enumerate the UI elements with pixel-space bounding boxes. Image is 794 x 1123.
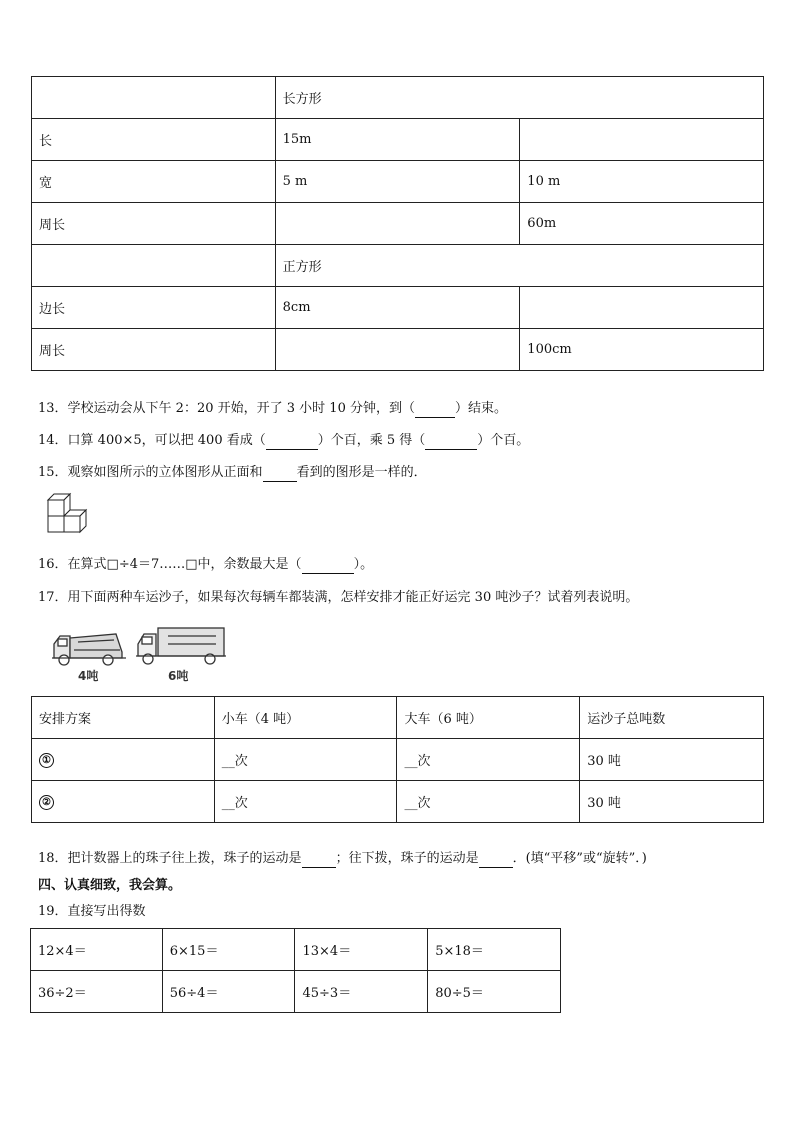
table-row	[32, 77, 764, 119]
column-header: 安排方案	[32, 697, 215, 739]
math-cell[interactable]: 5×18＝	[428, 929, 561, 971]
table-row	[32, 329, 764, 371]
question-number: 14．	[38, 433, 68, 448]
math-cell[interactable]: 36÷2＝	[31, 971, 163, 1013]
question-16	[38, 556, 373, 574]
table-cell[interactable]: __次	[397, 781, 580, 823]
math-cell[interactable]: 13×4＝	[295, 929, 428, 971]
big-truck-label: 6吨	[168, 669, 189, 683]
question-text: ）。	[353, 557, 374, 572]
table-cell	[520, 119, 764, 161]
math-cell[interactable]: 80÷5＝	[428, 971, 561, 1013]
table-cell	[520, 287, 764, 329]
table-cell: 5 m	[275, 161, 520, 203]
question-15	[38, 464, 427, 482]
question-17	[38, 589, 638, 607]
question-number: 17．	[38, 590, 68, 605]
transport-plan-table	[31, 696, 764, 823]
question-text: 用下面两种车运沙子，如果每次每辆车都装满，怎样安排才能正好运完 30 吨沙子？试着列表说明。	[67, 590, 639, 605]
table-cell: 100cm	[520, 329, 764, 371]
small-truck-icon	[52, 634, 126, 665]
row-label: 宽	[32, 161, 276, 203]
table-cell	[32, 77, 276, 119]
answer-blank[interactable]	[425, 449, 477, 450]
row-label: 周长	[32, 329, 276, 371]
question-18	[38, 850, 647, 868]
table-cell[interactable]: __次	[214, 781, 397, 823]
table-cell	[275, 329, 520, 371]
question-number: 19．	[38, 904, 68, 919]
question-13	[38, 400, 507, 418]
table-row	[32, 161, 764, 203]
answer-blank[interactable]	[415, 417, 455, 418]
row-label: 边长	[32, 287, 276, 329]
square-header: 正方形	[275, 245, 763, 287]
shape-table	[31, 76, 764, 371]
table-row	[32, 245, 764, 287]
math-cell[interactable]: 56÷4＝	[162, 971, 295, 1013]
question-text: ；往下拨，珠子的运动是	[335, 851, 479, 866]
table-row	[32, 203, 764, 245]
question-number: 16．	[38, 557, 68, 572]
row-label: 周长	[32, 203, 276, 245]
row-label: 长	[32, 119, 276, 161]
table-row	[32, 119, 764, 161]
column-header: 大车（6 吨）	[397, 697, 580, 739]
question-text: ）个百，乘 5 得（	[317, 433, 426, 448]
plan-number: ①	[39, 753, 54, 768]
math-cell[interactable]: 6×15＝	[162, 929, 295, 971]
table-row	[31, 971, 561, 1013]
table-header-row	[32, 697, 764, 739]
answer-blank[interactable]	[263, 481, 297, 482]
question-text: ）个百。	[477, 433, 530, 448]
question-text: 直接写出得数	[67, 904, 146, 919]
answer-blank[interactable]	[302, 867, 336, 868]
table-row	[32, 287, 764, 329]
question-text: ）结束。	[454, 401, 507, 416]
column-header: 运沙子总吨数	[580, 697, 764, 739]
question-text: 学校运动会从下午 2：20 开始，开了 3 小时 10 分钟，到（	[67, 401, 415, 416]
answer-blank[interactable]	[266, 449, 318, 450]
plan-number: ②	[39, 795, 54, 810]
question-text: 在算式□÷4＝7……□中，余数最大是（	[67, 557, 302, 572]
mental-math-table	[30, 928, 561, 1013]
table-row	[32, 781, 764, 823]
question-text: 把计数器上的珠子往上拨，珠子的运动是	[67, 851, 302, 866]
question-19	[38, 903, 146, 921]
small-truck-label: 4吨	[78, 669, 99, 683]
cube-stack-figure	[42, 490, 98, 542]
table-cell: 30 吨	[580, 781, 764, 823]
table-cell: 60m	[520, 203, 764, 245]
table-cell[interactable]: __次	[397, 739, 580, 781]
table-row	[32, 739, 764, 781]
answer-blank[interactable]	[479, 867, 513, 868]
table-cell: 30 吨	[580, 739, 764, 781]
table-cell	[32, 739, 215, 781]
trucks-figure	[50, 622, 230, 686]
big-truck-icon	[136, 628, 226, 664]
question-number: 18．	[38, 851, 68, 866]
table-cell: 10 m	[520, 161, 764, 203]
table-cell: 15m	[275, 119, 520, 161]
answer-blank[interactable]	[302, 573, 354, 574]
question-number: 15．	[38, 465, 68, 480]
question-text: ．(填“平移”或“旋转”．)	[512, 851, 647, 866]
question-number: 13．	[38, 401, 68, 416]
question-14	[38, 432, 529, 450]
table-cell	[275, 203, 520, 245]
table-cell: 8cm	[275, 287, 520, 329]
question-text: 口算 400×5，可以把 400 看成（	[67, 433, 266, 448]
section-heading: 四、认真细致，我会算。	[38, 878, 182, 893]
column-header: 小车（4 吨）	[214, 697, 397, 739]
math-cell[interactable]: 12×4＝	[31, 929, 163, 971]
table-row	[31, 929, 561, 971]
table-cell[interactable]: __次	[214, 739, 397, 781]
table-cell	[32, 245, 276, 287]
question-text: 观察如图所示的立体图形从正面和	[67, 465, 263, 480]
math-cell[interactable]: 45÷3＝	[295, 971, 428, 1013]
table-cell	[32, 781, 215, 823]
rect-header: 长方形	[275, 77, 763, 119]
question-text: 看到的图形是一样的．	[296, 465, 427, 480]
